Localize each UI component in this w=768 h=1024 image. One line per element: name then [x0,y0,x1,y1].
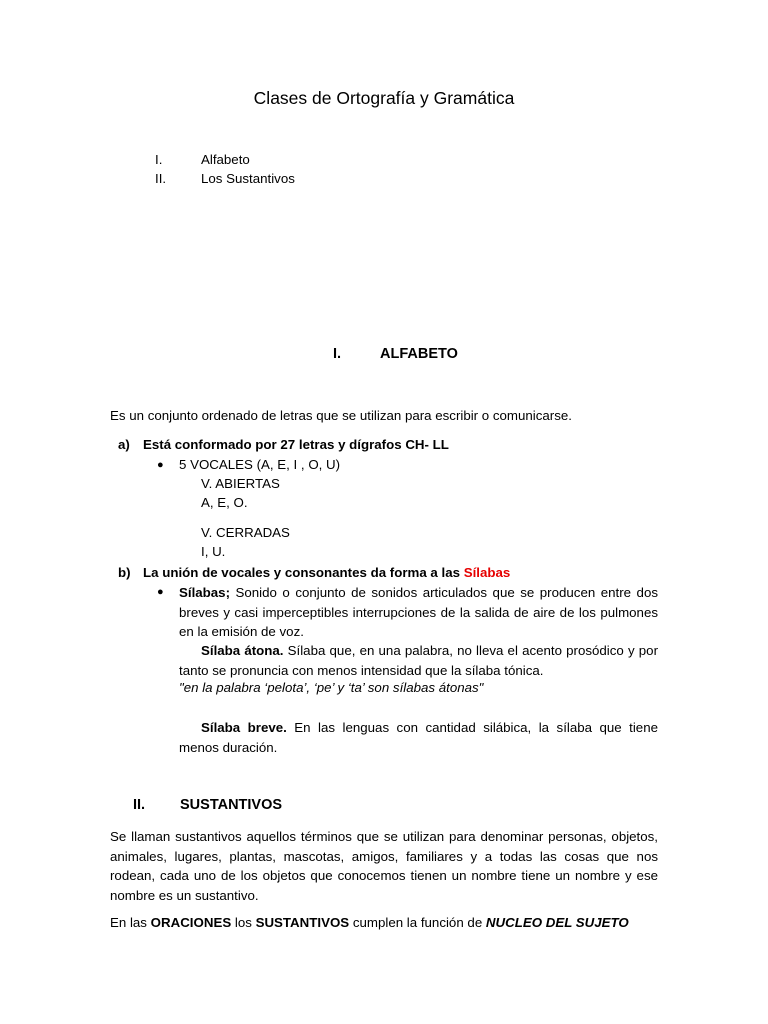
open-vowels-label: V. ABIERTAS [201,476,280,491]
section-heading-sustantivos: SUSTANTIVOS [180,797,283,813]
list-item-b [143,565,510,580]
section-heading-alfabeto: ALFABETO [380,346,458,362]
sustantivos-function [110,915,629,930]
silabas-definition [179,583,658,642]
vowels-line: 5 VOCALES (A, E, I , O, U) [179,457,341,472]
closed-vowels-values: I, U. [201,544,226,559]
atona-example: "en la palabra ‘pelota’, ‘pe’ y ‘ta’ son sílabas átonas" [179,680,484,695]
atona-term: Sílaba átona. [201,643,284,658]
alfabeto-intro: Es un conjunto ordenado de letras que se utilizan para escribir o comunicarse. [110,408,572,423]
breve-def: En las lenguas con cantidad silábica, la sílaba que tiene menos duración. [179,720,658,755]
document-title: Clases de Ortografía y Gramática [253,88,515,108]
sustantivos-paragraph: Se llaman sustantivos aquellos términos que se utilizan para denominar personas, objetos, animales, lugares, plantas, mascotas, amigos, familiares y a todas las cosas que nos rodean, cada uno de los objetos que conocemos tienen un nombre tiene un nombre y ese nombre es un sustantivo. [110,829,658,903]
list-marker-b: b) [118,565,131,580]
section-number: I. [333,346,342,362]
sustantivos-term: SUSTANTIVOS [255,915,350,930]
breve-term: Sílaba breve. [201,720,287,735]
open-vowels-values: A, E, O. [201,495,248,510]
silabas-def: Sonido o conjunto de sonidos articulados que se producen entre dos breves y casi imperceptibles interrupciones de la salida de aire de los pulmones en la emisión de voz. [179,585,658,639]
list-item-a: Está conformado por 27 letras y dígrafos CH- LL [143,437,449,452]
closed-vowels-label: V. CERRADAS [201,525,290,540]
bullet-icon: ● [157,459,164,471]
text-run: En las [110,915,151,930]
section-number: II. [133,797,146,813]
silaba-atona-definition [179,641,658,680]
text-run: los [231,915,256,930]
toc-number: II. [155,171,167,186]
nucleo-term: NUCLEO DEL SUJETO [485,915,629,930]
list-item-b-text: La unión de vocales y consonantes da forma a las [143,565,464,580]
bullet-icon: ● [157,586,164,598]
toc-number: I. [155,152,163,167]
list-marker-a: a) [118,437,130,452]
text-run: cumplen la función de [349,915,486,930]
toc-item-sustantivos: Los Sustantivos [201,171,295,186]
silabas-term: Sílabas; [179,585,230,600]
atona-def: Sílaba que, en una palabra, no lleva el acento prosódico y por tanto se pronuncia con menos intensidad que la sílaba tónica. [179,643,658,678]
toc-item-alfabeto: Alfabeto [201,152,250,167]
oraciones-term: ORACIONES [150,915,232,930]
silaba-breve-definition [179,718,658,757]
silabas-highlight: Sílabas [463,565,511,580]
